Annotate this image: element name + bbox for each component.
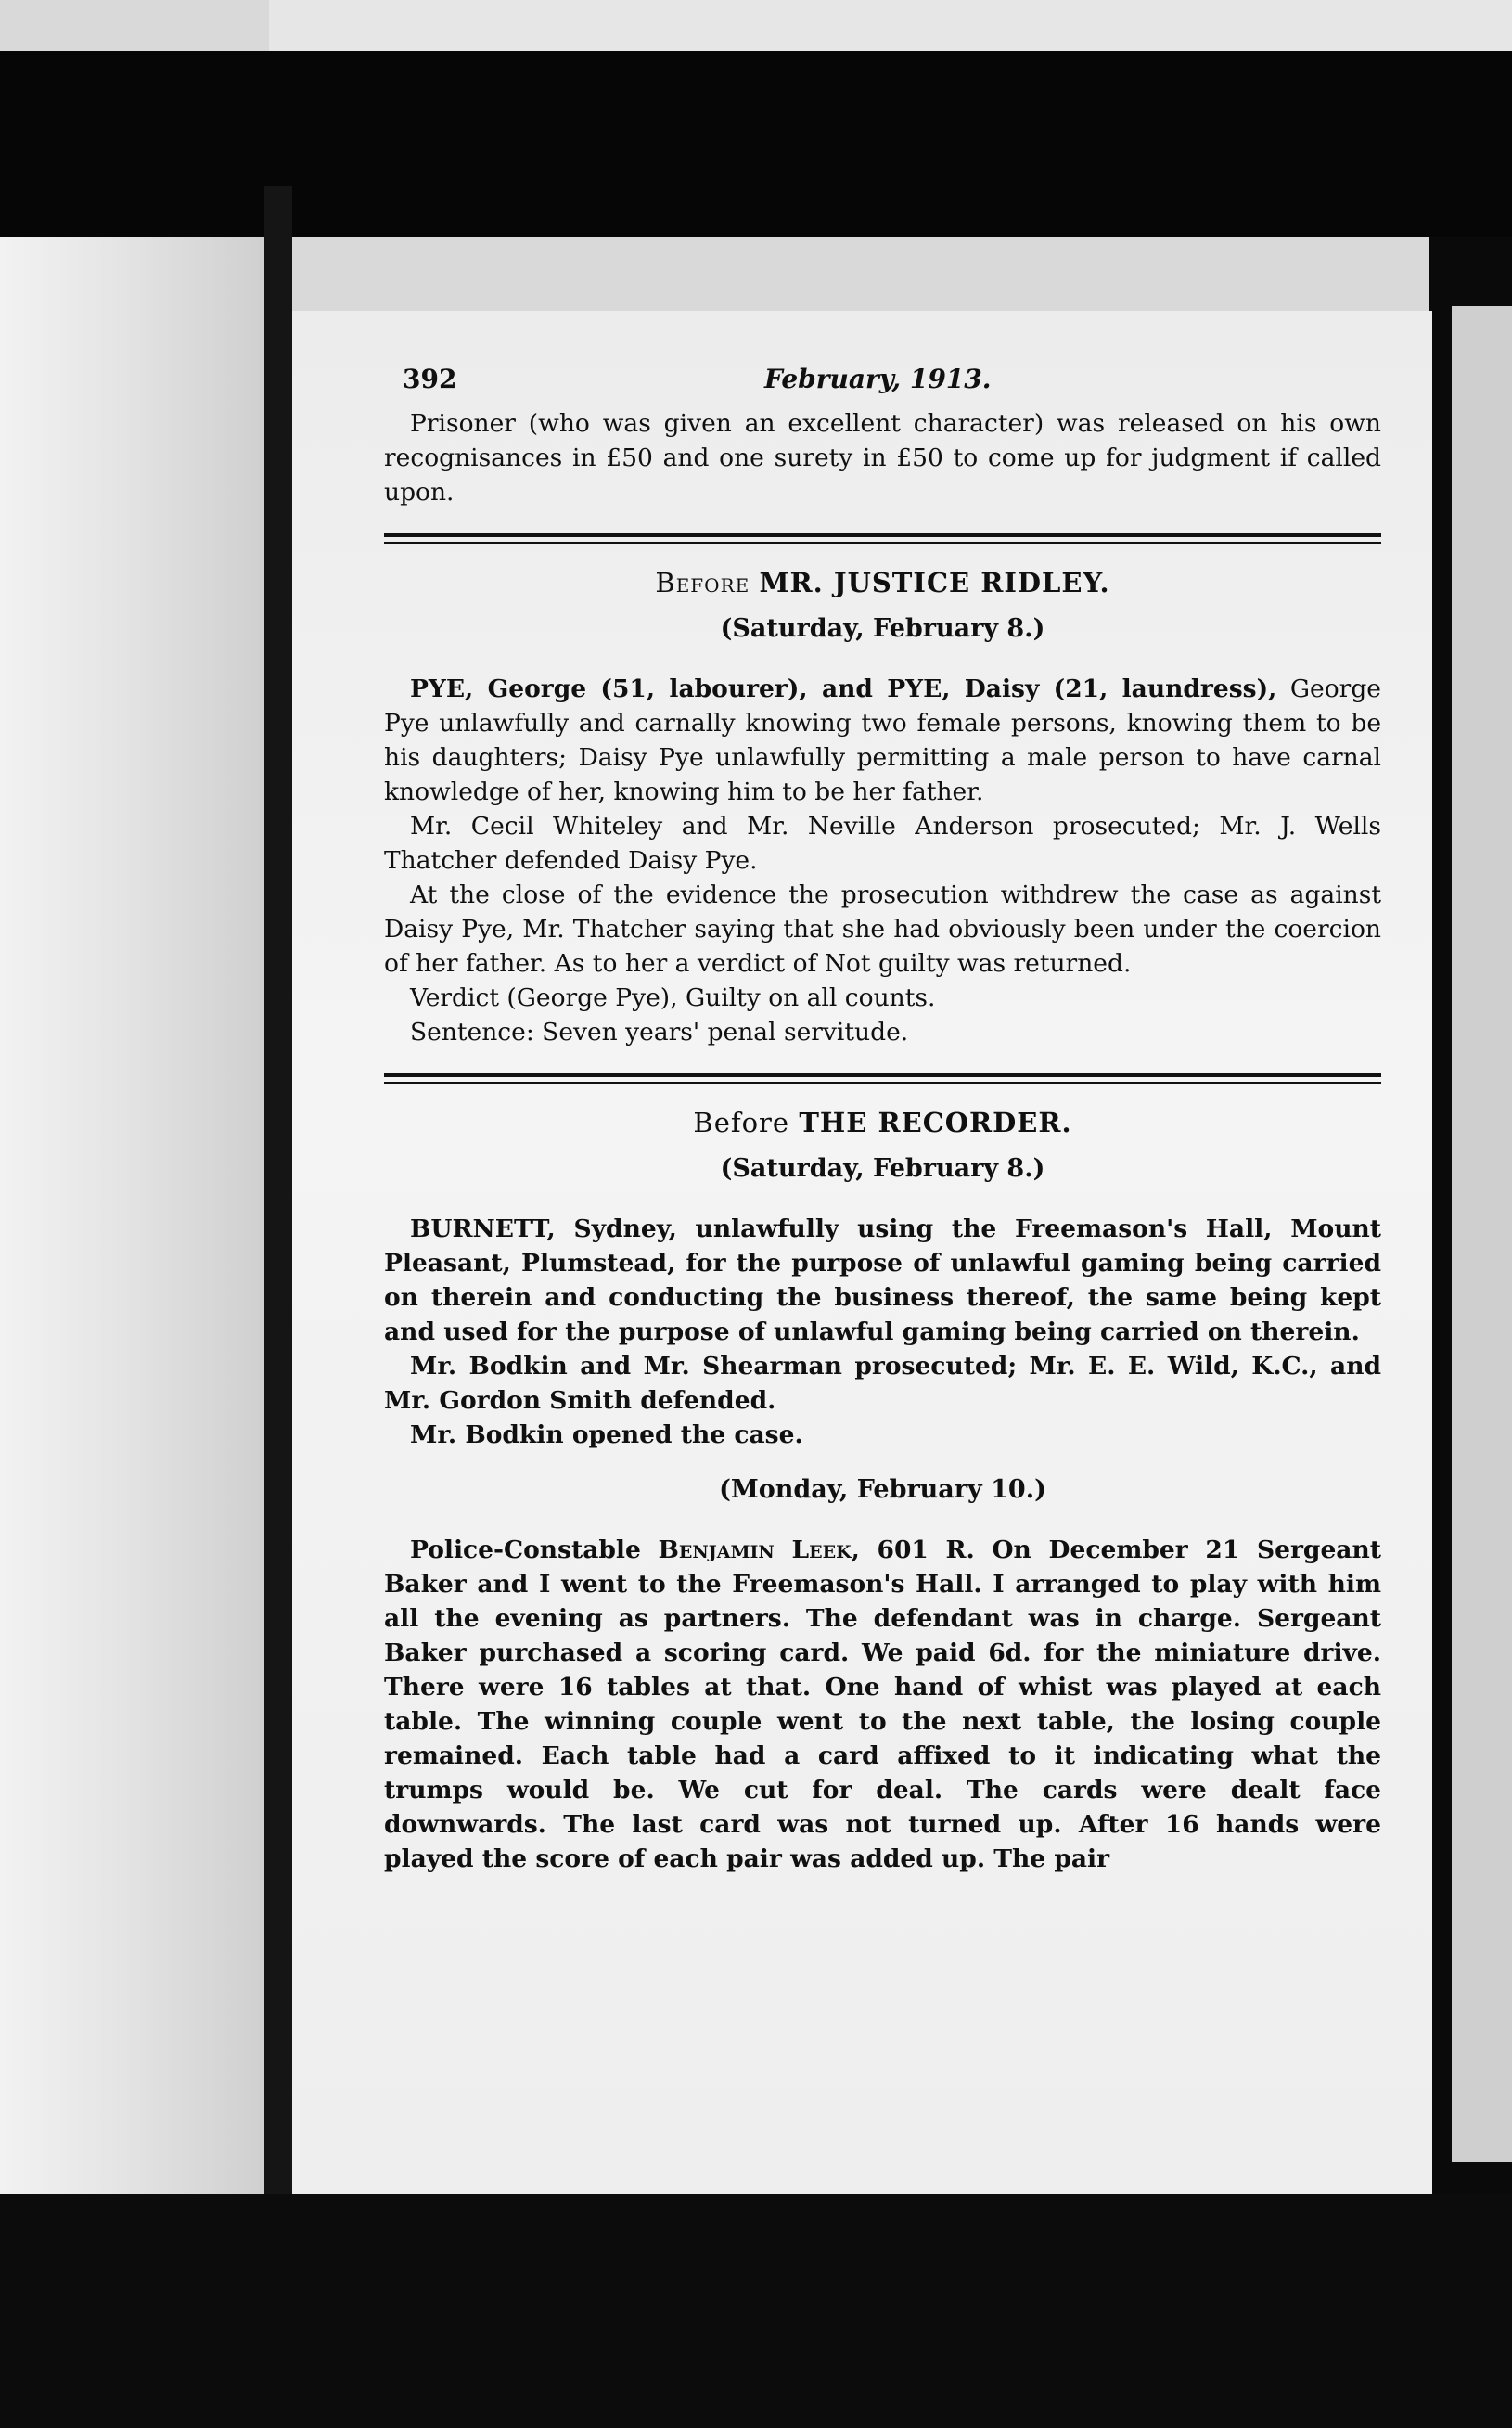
opened-line: Mr. Bodkin opened the case. — [410, 1420, 803, 1449]
page-content — [384, 362, 1381, 1876]
charge-text: unlawfully using the Freemason's Hall, Mount Pleasant, Plumstead, for the purpose of unlawful gaming being carried on therein and conducting the business thereof, the same being kept and used for the purpose of unlawful gaming being carried on therein. — [384, 1214, 1381, 1346]
witness-paragraph: Police-Constable Benjamin Leek, 601 R. On December 21 Sergeant Baker and I went to the Freemason's Hall. I arranged to play with him all the evening as partners. The defendant was in charge. Sergeant Baker purchased a scoring card. We paid 6d. for the miniature drive. There were 16 tables at that. One hand of whist was played at each table. The winning couple went to the next table, the losing couple remained. Each table had a card affixed to it indicating what the trumps would be. We cut for deal. The cards were dealt face downwards. The last card was not turned up. After 16 hands were played the score of each pair was added up. The pair — [384, 1535, 1381, 1873]
witness-name: Benjamin Leek, — [658, 1535, 860, 1564]
defendant-name: BURNETT, Sydney, — [410, 1214, 677, 1243]
hearing-date-3: (Monday, February 10.) — [719, 1475, 1046, 1504]
court-heading-1: Before MR. JUSTICE RIDLEY. — [655, 567, 1110, 598]
sentence-line: Sentence: Seven years' penal servitude. — [410, 1018, 909, 1047]
counsel-paragraph-1: Mr. Cecil Whiteley and Mr. Neville Anderson prosecuted; Mr. J. Wells Thatcher defended Daisy Pye. — [384, 812, 1381, 875]
header-date: February, 1913. — [764, 364, 992, 394]
adjacent-page-edge — [1452, 306, 1512, 2162]
case-paragraph-1 — [384, 672, 1381, 809]
section-divider — [384, 1073, 1381, 1084]
close-paragraph: At the close of the evidence the prosecution withdrew the case as against Daisy Pye, Mr. Thatcher saying that she had obviously been under the coercion of her father. As to her a verdict of Not guilty was returned. — [384, 880, 1381, 978]
book-page — [271, 311, 1432, 2194]
scan-left-margin — [0, 237, 269, 2194]
court-heading-2: Before THE RECORDER. — [693, 1107, 1072, 1138]
running-header — [384, 362, 1381, 406]
page-number: 392 — [403, 364, 457, 394]
section-divider — [384, 533, 1381, 544]
counsel-paragraph-2: Mr. Bodkin and Mr. Shearman prosecuted; Mr. E. E. Wild, K.C., and Mr. Gordon Smith defended. — [384, 1352, 1381, 1415]
defendant-names: PYE, George (51, labourer), and PYE, Daisy (21, laundress), — [410, 674, 1277, 703]
scan-top-bar — [0, 51, 1512, 237]
page-gutter-shadow — [264, 186, 292, 2208]
verdict-line: Verdict (George Pye), Guilty on all counts. — [410, 983, 936, 1012]
scan-top-margin — [269, 0, 1512, 56]
hearing-date-2: (Saturday, February 8.) — [720, 1154, 1045, 1183]
hearing-date-1: (Saturday, February 8.) — [720, 614, 1045, 643]
intro-paragraph: Prisoner (who was given an excellent character) was released on his own recognisances in £50 and one surety in £50 to come up for judgment if called upon. — [384, 409, 1381, 507]
case-paragraph-2 — [384, 1212, 1381, 1349]
scan-bottom-bar — [0, 2194, 1512, 2428]
charge-text: George Pye unlawfully and carnally knowing two female persons, knowing them to be his daughters; Daisy Pye unlawfully permitting a male person to have carnal knowledge of her, knowing him to be her father. — [384, 674, 1381, 806]
